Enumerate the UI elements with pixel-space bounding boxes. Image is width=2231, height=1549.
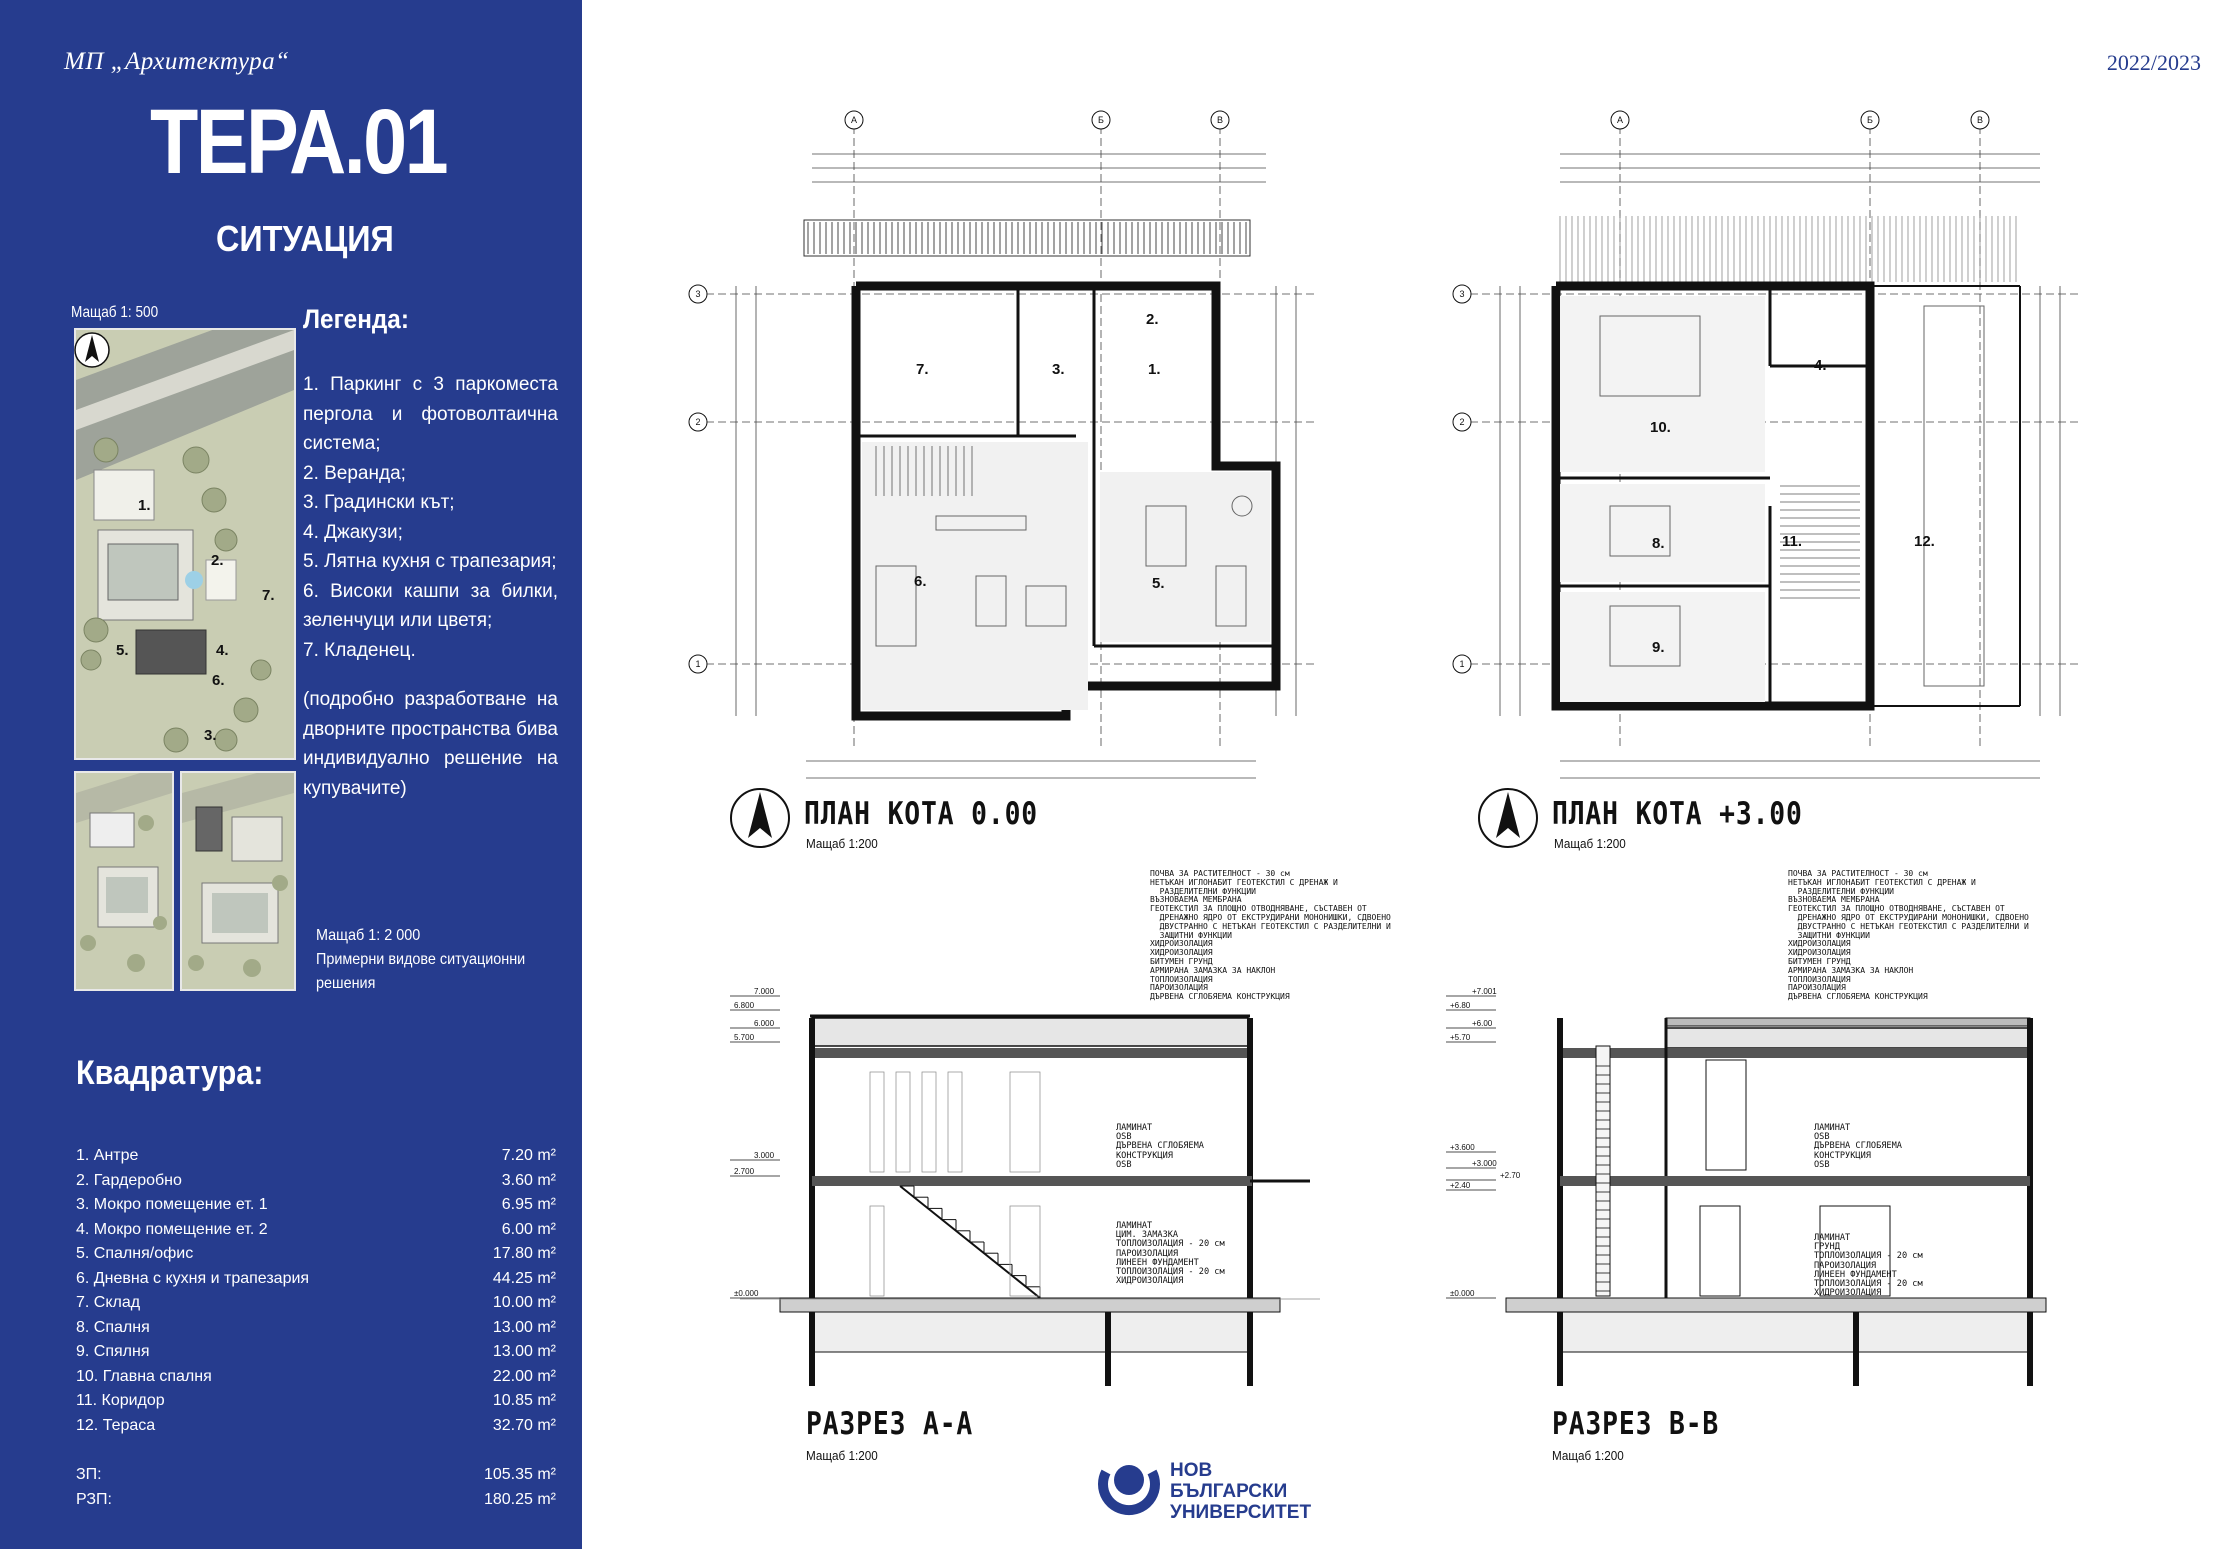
area-value: 17.80 m² [492, 1245, 556, 1262]
area-name: 8. Спалня [76, 1318, 150, 1336]
area-name: 7. Склад [76, 1294, 141, 1311]
area-row [76, 1267, 556, 1292]
site-label-3: 3. [204, 727, 217, 744]
alt-scale-label: Мащаб 1: 2 000 [316, 927, 421, 944]
site-label-7: 7. [262, 587, 275, 604]
area-value: 180.25 m² [483, 1490, 556, 1508]
area-row [76, 1463, 556, 1488]
area-name: РЗП: [76, 1490, 112, 1508]
area-name: 10. Главна спалня [76, 1367, 212, 1385]
sec2-level: +6.00 [1472, 1019, 1493, 1028]
legend-item: 4. Джакузи; [303, 521, 403, 543]
plan2-room-4: 4. [1814, 357, 1827, 374]
site-label-6: 6. [212, 672, 225, 689]
grid2-label-1: 1 [1459, 659, 1465, 669]
area-row [76, 1365, 556, 1390]
section-title: СИТУАЦИЯ [216, 218, 394, 259]
plan1-north-arrow-icon [728, 786, 792, 850]
sec2-level: +2.40 [1450, 1181, 1471, 1190]
ground-floor-plan [676, 106, 1356, 796]
area-name: 9. Спялня [76, 1343, 150, 1360]
grid-label-2: 2 [695, 417, 701, 427]
sec2-level: +7.001 [1472, 987, 1497, 996]
nbu-logo-icon [1096, 1452, 1162, 1532]
sec1-level: ±0.000 [734, 1289, 759, 1298]
nbu-logo-text: НОВ БЪЛГАРСКИ УНИВЕРСИТЕТ [1170, 1460, 1312, 1523]
legend-item: 3. Градински кът; [303, 492, 455, 513]
plan2-scale: Мащаб 1:200 [1554, 836, 1626, 851]
plan1-room-5: 5. [1152, 575, 1165, 592]
area-value: 10.85 m² [492, 1392, 556, 1409]
legend-item: 2. Веранда; [303, 462, 406, 484]
plan2-room-8: 8. [1652, 535, 1665, 552]
area-value: 6.95 m² [501, 1196, 556, 1213]
grid2-label-c: В [1976, 115, 1984, 125]
area-row [76, 1144, 556, 1169]
legend-item: 1. Паркинг с 3 паркоместа пергола и фотоволтаична система; [303, 374, 558, 454]
legend-item: 6. Високи кашпи за билки, зеленчуци или цветя; [303, 580, 558, 631]
sec1-level: 6.000 [754, 1019, 775, 1028]
legend-item: 7. Кладенец. [303, 639, 416, 661]
section-a-ground-layers: ЛАМИНАТ ЦИМ. ЗАМАЗКА ТОПЛОИЗОЛАЦИЯ - 20 см ПАРОИЗОЛАЦИЯ ЛИНЕЕН ФУНДАМЕНТ ТОПЛОИЗОЛАЦИЯ - 20 см ХИДРОИЗОЛАЦИЯ [1116, 1221, 1225, 1287]
grid2-label-2: 2 [1459, 417, 1465, 427]
sec2-level: +6.80 [1450, 1001, 1471, 1010]
legend-item: 5. Лятна кухня с трапезария; [303, 551, 557, 572]
section-b-title: РАЗРЕЗ В-В [1552, 1406, 1720, 1442]
site-label-1: 1. [138, 497, 151, 514]
area-value: 13.00 m² [492, 1318, 556, 1336]
area-table [76, 1144, 556, 1512]
section-a-scale: Мащаб 1:200 [806, 1448, 878, 1463]
grid-label-a: А [850, 115, 858, 125]
plan1-room-1: 1. [1148, 361, 1161, 378]
plan1-room-6: 6. [914, 573, 927, 590]
area-value: 105.35 m² [483, 1466, 556, 1483]
area-value: 7.20 m² [501, 1147, 556, 1164]
plan1-title: ПЛАН КОТА 0.00 [804, 796, 1039, 832]
area-row [76, 1414, 556, 1439]
grid2-label-3: 3 [1459, 289, 1465, 299]
grid-label-3: 3 [695, 289, 701, 299]
area-row [76, 1218, 556, 1243]
alt-scale-caption [316, 924, 541, 996]
area-name: 5. Спалня/офис [76, 1245, 194, 1262]
grid-label-c: В [1216, 115, 1224, 125]
area-title: Квадратура: [76, 1054, 264, 1092]
site-label-4: 4. [216, 642, 229, 659]
area-row [76, 1193, 556, 1218]
site-north-arrow-icon [72, 330, 112, 370]
area-row [76, 1169, 556, 1194]
project-title: ТЕРА.01 [150, 91, 446, 193]
plan1-room-2: 2. [1146, 311, 1159, 328]
section-b-drawing [1436, 976, 2076, 1396]
area-name: 1. Антре [76, 1147, 139, 1164]
area-row [76, 1242, 556, 1267]
sec2-level: +3.000 [1472, 1159, 1497, 1168]
area-value: 44.25 m² [492, 1269, 556, 1287]
grid2-label-b: Б [1867, 115, 1873, 125]
plan1-room-3: 3. [1052, 361, 1065, 378]
legend-list [303, 370, 558, 803]
section-a-roof-layers: ПОЧВА ЗА РАСТИТЕЛНОСТ - 30 см НЕТЪКАН ИГЛОНАБИТ ГЕОТЕКСТИЛ С ДРЕНАЖ И РАЗДЕЛИТЕЛНИ ФУНКЦИИ ВЪЗНОВАЕМА МЕМБРАНА ГЕОТЕКСТИЛ ЗА ПЛОЩНО ОТВОДНЯВАНЕ, СЪСТАВЕН ОТ ДРЕНАЖНО ЯДРО ОТ ЕКСТРУДИРАНИ МОНОНИШКИ, СДВОЕНО ДВУСТРАННО С НЕТЪКАН ГЕОТЕКСТИЛ С РАЗДЕЛИТЕЛНИ И ЗАЩИТНИ ФУНКЦИИ ХИДРОИЗОЛАЦИЯ ХИДРОИЗОЛАЦИЯ БИТУМЕН ГРУНД АРМИРАНА ЗАМАЗКА ЗА НАКЛОН ТОПЛОИЗОЛАЦИЯ ПАРОИЗОЛАЦИЯ ДЪРВЕНА СГЛОБЯЕМА КОНСТРУКЦИЯ [1150, 869, 1391, 1002]
grid2-label-a: А [1616, 115, 1624, 125]
area-value: 22.00 m² [492, 1367, 556, 1385]
plan1-room-7: 7. [916, 361, 929, 378]
sec2-level: +5.70 [1450, 1033, 1471, 1042]
area-value: 3.60 m² [501, 1171, 556, 1189]
area-name: 6. Дневна с кухня и трапезария [76, 1269, 310, 1287]
sec2-level: ±0.000 [1450, 1289, 1475, 1298]
academic-year: 2022/2023 [2106, 50, 2201, 75]
plan2-room-11: 11. [1782, 533, 1803, 550]
legend-title: Легенда: [303, 304, 409, 334]
plan1-scale: Мащаб 1:200 [806, 836, 878, 851]
plan2-room-12: 12. [1914, 533, 1935, 550]
area-name: 3. Мокро помещение ет. 1 [76, 1196, 268, 1213]
area-row [76, 1316, 556, 1341]
site-variant-image-1 [74, 771, 174, 991]
section-a-floor-layers: ЛАМИНАТ OSB ДЪРВЕНА СГЛОБЯЕМА КОНСТРУКЦИЯ OSB [1116, 1123, 1204, 1170]
area-name: 4. Мокро помещение ет. 2 [76, 1220, 268, 1238]
sec1-level: 6.800 [734, 1001, 755, 1010]
section-b-ground-layers: ЛАМИНАТ ГРУНД ТОПЛОИЗОЛАЦИЯ - 20 см ПАРОИЗОЛАЦИЯ ЛИНЕЕН ФУНДАМЕНТ ТОПЛОИЗОЛАЦИЯ - 20 см ХИДРОИЗОЛАЦИЯ [1814, 1233, 1923, 1299]
course-label: МП „Архитектура“ [64, 48, 290, 75]
section-a-drawing [720, 976, 1340, 1396]
area-value: 32.70 m² [492, 1416, 556, 1434]
plan2-title: ПЛАН КОТА +3.00 [1552, 796, 1803, 832]
area-row [76, 1488, 556, 1513]
sec1-level: 7.000 [754, 987, 775, 996]
site-label-2: 2. [211, 552, 224, 569]
plan2-room-9: 9. [1652, 639, 1665, 656]
plan2-room-10: 10. [1650, 419, 1671, 436]
sec2-level: +3.600 [1450, 1143, 1475, 1152]
area-value: 10.00 m² [492, 1294, 556, 1311]
section-b-floor-layers: ЛАМИНАТ OSB ДЪРВЕНА СГЛОБЯЕМА КОНСТРУКЦИЯ OSB [1814, 1123, 1902, 1170]
area-name: 12. Тераса [76, 1416, 156, 1434]
section-b-roof-layers: ПОЧВА ЗА РАСТИТЕЛНОСТ - 30 см НЕТЪКАН ИГЛОНАБИТ ГЕОТЕКСТИЛ С ДРЕНАЖ И РАЗДЕЛИТЕЛНИ ФУНКЦИИ ВЪЗНОВАЕМА МЕМБРАНА ГЕОТЕКСТИЛ ЗА ПЛОЩНО ОТВОДНЯВАНЕ, СЪСТАВЕН ОТ ДРЕНАЖНО ЯДРО ОТ ЕКСТРУДИРАНИ МОНОНИШКИ, СДВОЕНО ДВУСТРАННО С НЕТЪКАН ГЕОТЕКСТИЛ С РАЗДЕЛИТЕЛНИ И ЗАЩИТНИ ФУНКЦИИ ХИДРОИЗОЛАЦИЯ ХИДРОИЗОЛАЦИЯ БИТУМЕН ГРУНД АРМИРАНА ЗАМАЗКА ЗА НАКЛОН ТОПЛОИЗОЛАЦИЯ ПАРОИЗОЛАЦИЯ ДЪРВЕНА СГЛОБЯЕМА КОНСТРУКЦИЯ [1788, 869, 2029, 1002]
sec1-level: 5.700 [734, 1033, 755, 1042]
plan2-north-arrow-icon [1476, 786, 1540, 850]
grid-label-b: Б [1098, 115, 1104, 125]
area-row [76, 1389, 556, 1414]
section-a-title: РАЗРЕЗ А-А [806, 1406, 974, 1442]
area-row [76, 1291, 556, 1316]
area-name: 11. Коридор [76, 1392, 165, 1409]
area-name: ЗП: [76, 1466, 102, 1483]
site-plan-image [74, 328, 296, 760]
grid-label-1: 1 [695, 659, 701, 669]
sec2-level: +2.70 [1500, 1171, 1521, 1180]
site-label-5: 5. [116, 642, 129, 659]
alt-caption-label: Примерни видове ситуационни решения [316, 951, 526, 992]
site-scale-label: Мащаб 1: 500 [71, 304, 159, 321]
area-row [76, 1340, 556, 1365]
upper-floor-plan [1440, 106, 2120, 796]
sidebar-panel [0, 0, 582, 1549]
sec1-level: 3.000 [754, 1151, 775, 1160]
section-b-scale: Мащаб 1:200 [1552, 1448, 1624, 1463]
sec1-level: 2.700 [734, 1167, 755, 1176]
area-value: 13.00 m² [492, 1343, 556, 1360]
area-value: 6.00 m² [501, 1220, 556, 1238]
site-variant-image-2 [180, 771, 296, 991]
legend-note: (подробно разработване на дворните пространства бива индивидуално решение на купувачите) [303, 689, 558, 799]
area-name: 2. Гардеробно [76, 1171, 182, 1189]
